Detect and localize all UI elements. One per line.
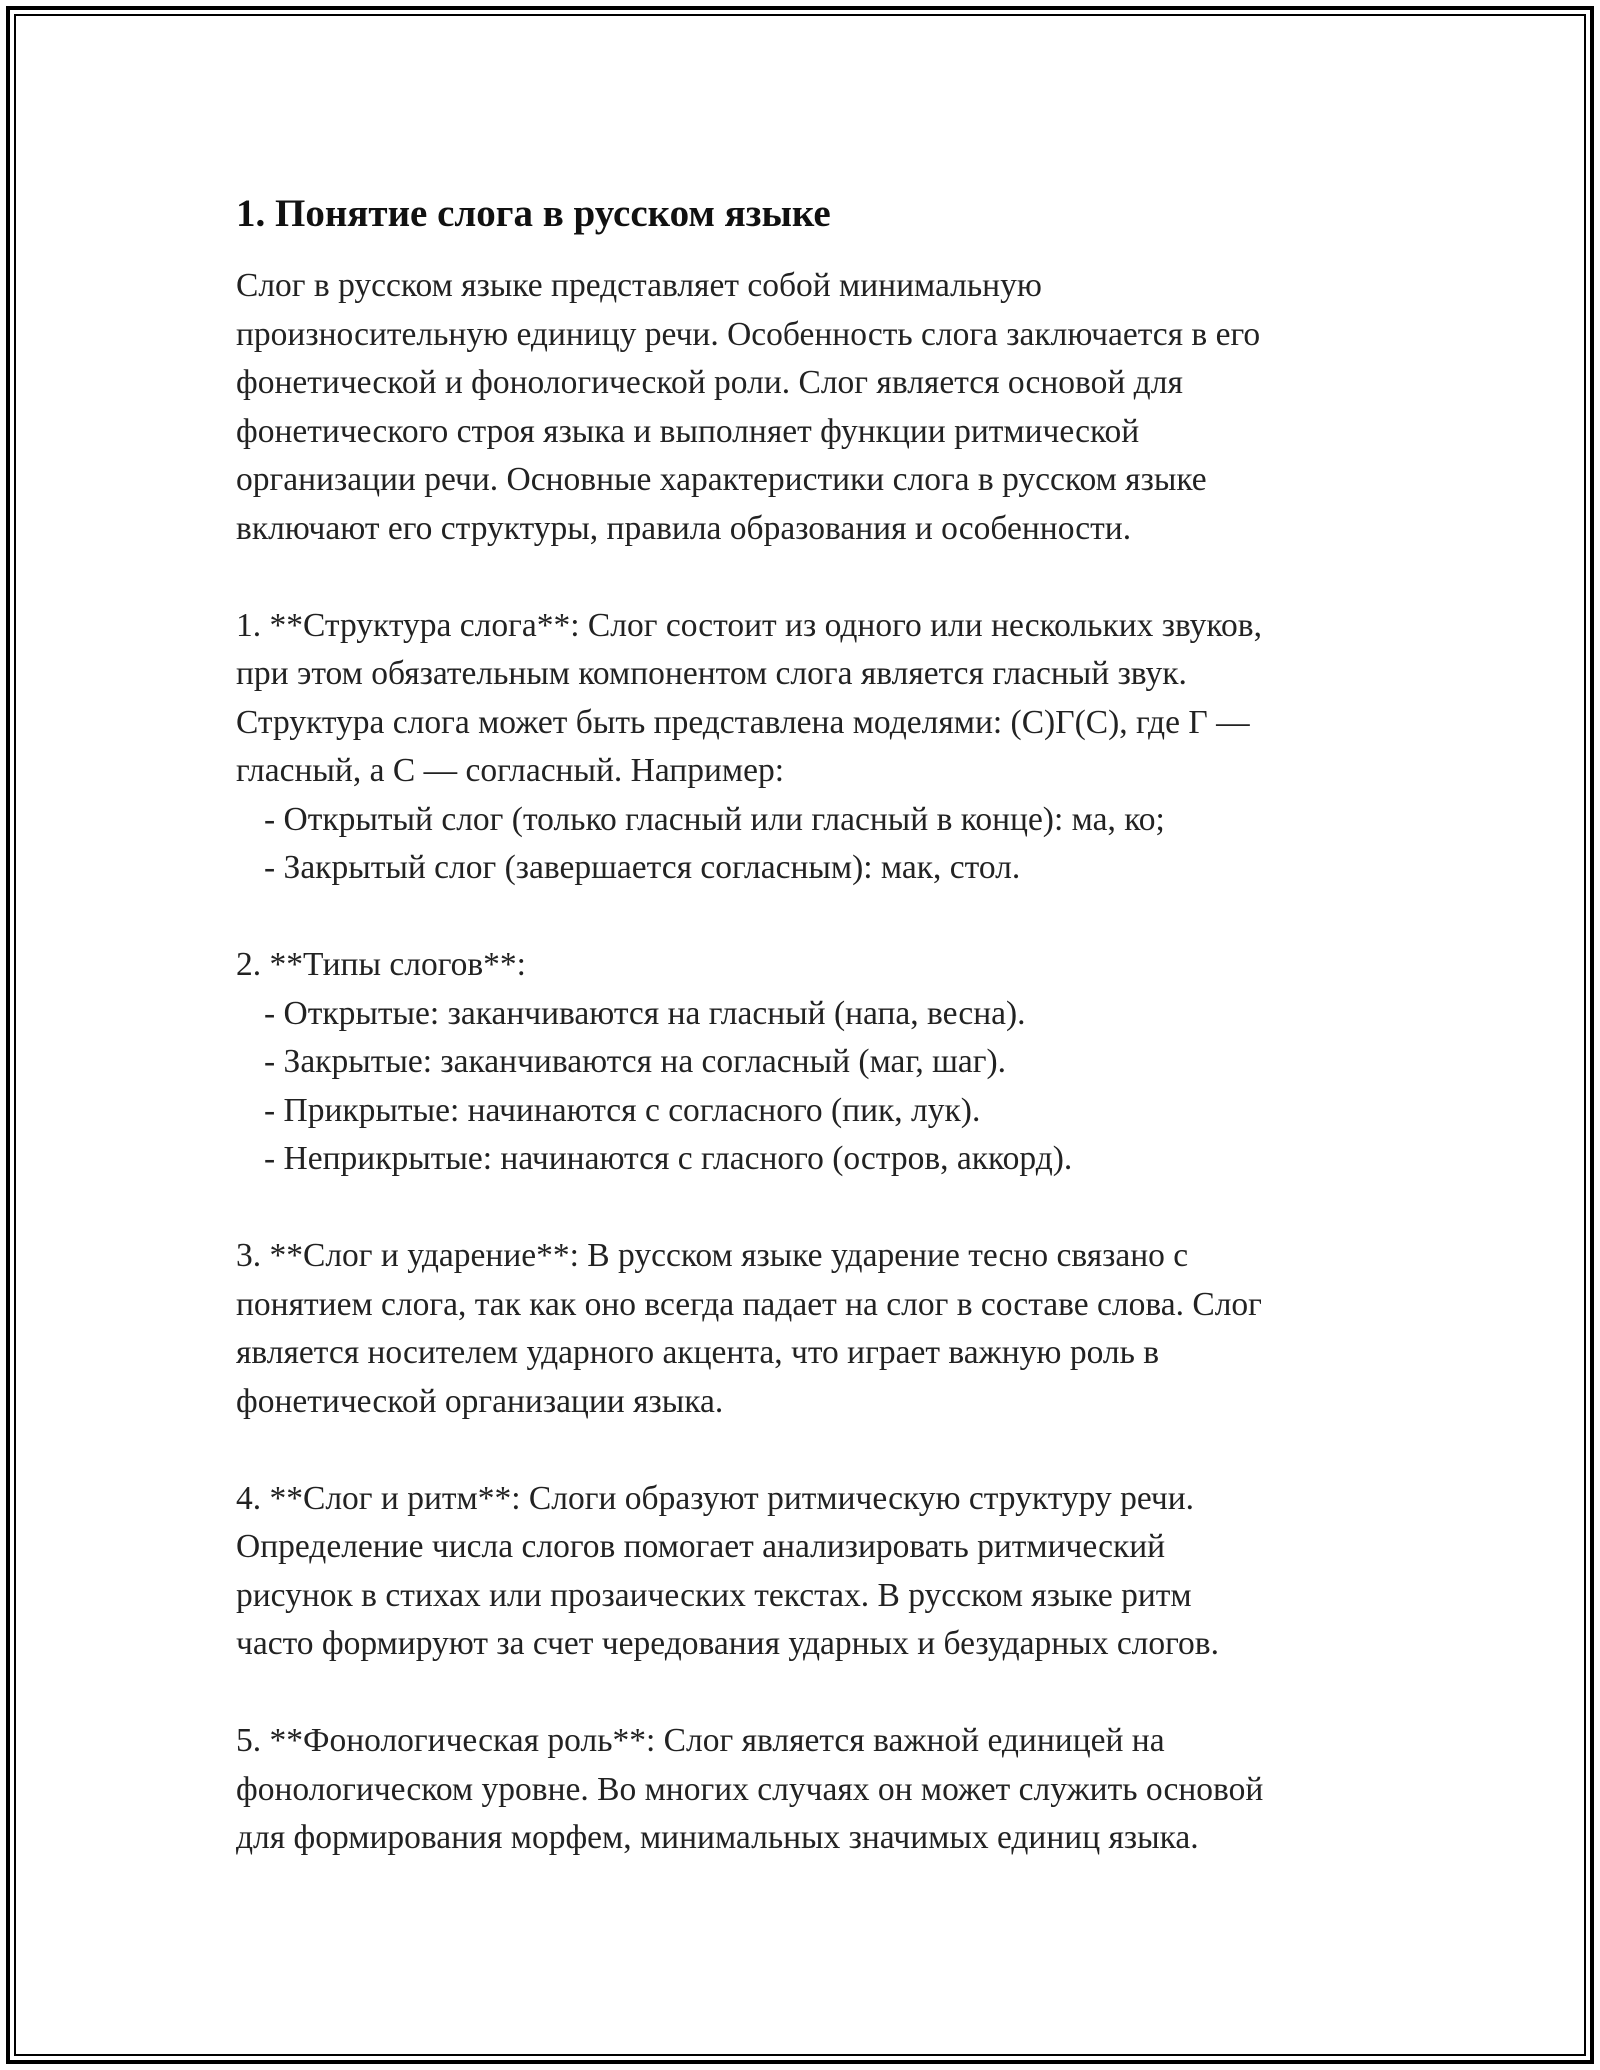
list-item: - Открытый слог (только гласный или гласный в конце): ма, ко;: [264, 800, 1165, 838]
list-item: - Прикрытые: начинаются с согласного (пик, лук).: [264, 1091, 981, 1129]
document-title: 1. Понятие слога в русском языке: [236, 192, 831, 235]
section-types: [236, 941, 1396, 1184]
section-rhythm-text: 4. **Слог и ритм**: Слоги образуют ритмическую структуру речи. Определение числа слогов помогает анализировать ритмический рисунок в стихах или прозаических текстах. В русском языке ритм часто формируют за счет чередования ударных и безударных слогов.: [236, 1479, 1219, 1662]
document-body: [236, 186, 1396, 1863]
list-item: - Закрытый слог (завершается согласным): мак, стол.: [264, 849, 1021, 886]
section-structure-text: 1. **Структура слога**: Слог состоит из одного или нескольких звуков, при этом обязательным компонентом слога является гласный звук. Структура слога может быть представлена моделями: (С)Г(С), где Г — гласный, а С — согласный. Например:: [236, 606, 1262, 789]
section-types-text: 2. **Типы слогов**:: [236, 946, 526, 983]
section-structure: [236, 602, 1396, 893]
section-types-list: [236, 990, 1396, 1184]
section-rhythm: [236, 1475, 1396, 1669]
list-item: - Закрытые: заканчиваются на согласный (маг, шаг).: [264, 1043, 1007, 1080]
section-phonology: [236, 1717, 1396, 1863]
section-stress: [236, 1232, 1396, 1426]
list-item: - Неприкрытые: начинаются с гласного (остров, аккорд).: [264, 1140, 1073, 1177]
list-item: - Открытые: заканчиваются на гласный (напа, весна).: [264, 994, 1026, 1032]
intro-paragraph: Слог в русском языке представляет собой минимальную произносительную единицу речи. Особенность слога заключается в его фонетической и фонологической роли. Слог является основой для фонетического строя языка и выполняет функции ритмической организации речи. Основные характеристики слога в русском языке включают его структуры, правила образования и особенности.: [236, 267, 1261, 547]
section-stress-text: 3. **Слог и ударение**: В русском языке ударение тесно связано с понятием слога, так как оно всегда падает на слог в составе слова. Слог является носителем ударного акцента, что играет важную роль в фонетической организации языка.: [236, 1237, 1262, 1420]
section-structure-list: [236, 796, 1396, 893]
section-phonology-text: 5. **Фонологическая роль**: Слог является важной единицей на фонологическом уровне. Во многих случаях он может служить основой для формирования морфем, минимальных значимых единиц языка.: [236, 1722, 1264, 1856]
